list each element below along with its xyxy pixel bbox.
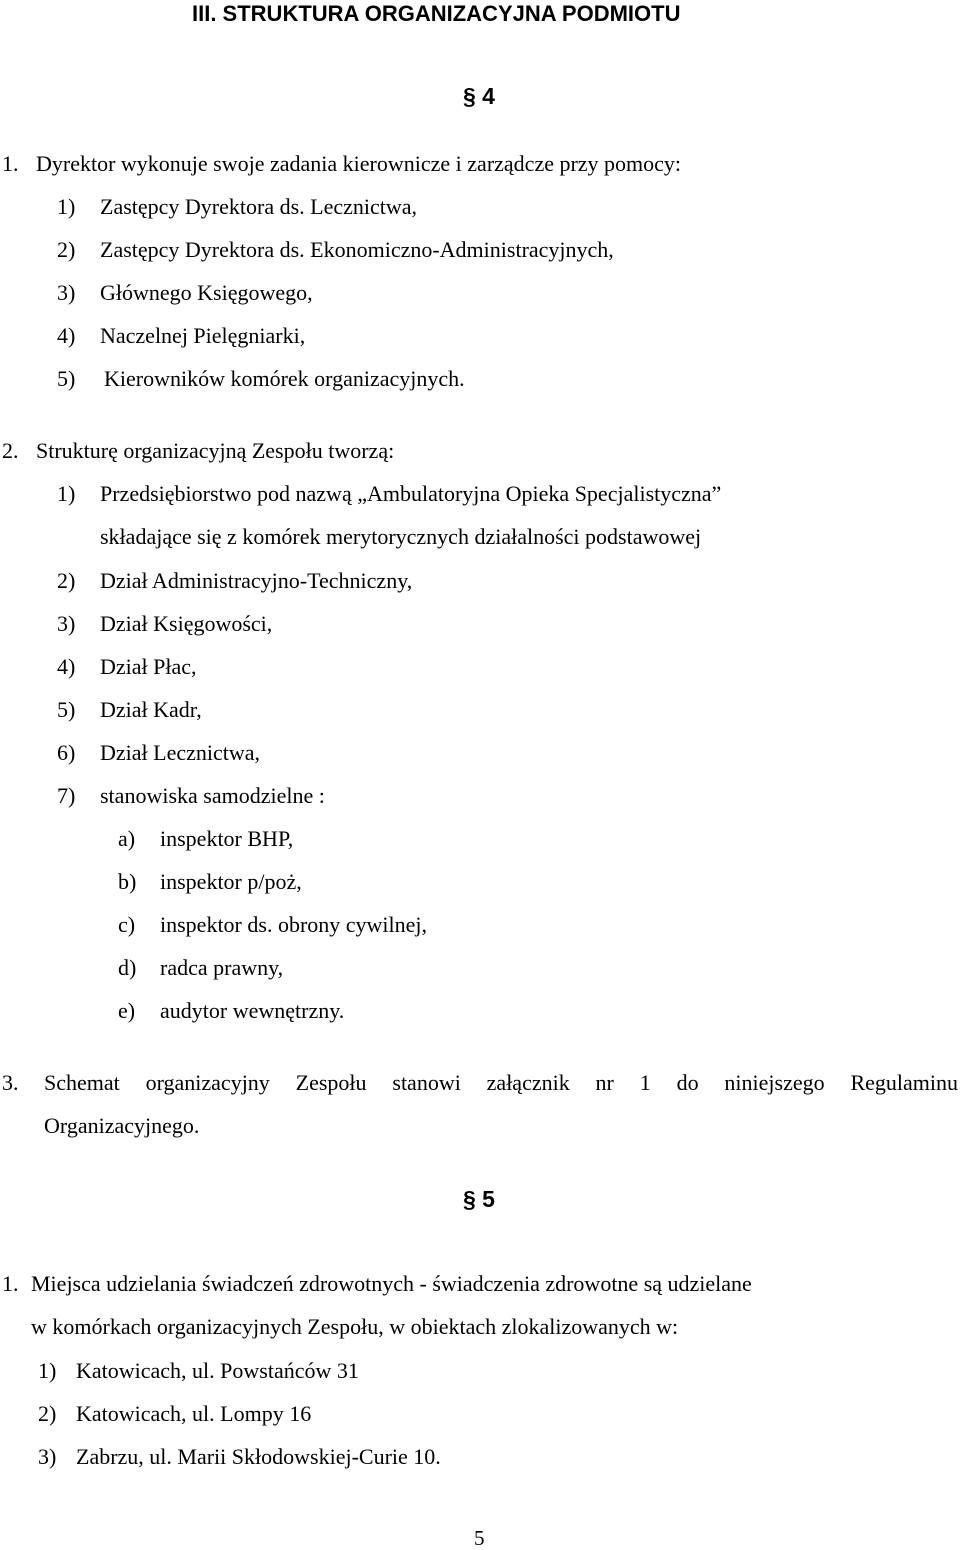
paragraph-text: Schemat organizacyjny Zespołu stanowi załącznik nr 1 do niniejszego Regulaminu	[44, 1070, 958, 1095]
list-item-number: 4)	[57, 654, 76, 679]
list-item-number: 2)	[57, 237, 76, 262]
paragraph-text: Strukturę organizacyjną Zespołu tworzą:	[36, 438, 395, 463]
paragraph-number: 1.	[2, 1271, 19, 1296]
paragraph-number: 2.	[2, 438, 19, 463]
list-item-text: Dział Księgowości,	[100, 611, 273, 636]
sub-list-item-letter: e)	[118, 998, 136, 1023]
list-item-text: Przedsiębiorstwo pod nazwą „Ambulatoryjna Opieka Specjalistyczna”	[100, 481, 722, 506]
sub-list-item-text: inspektor BHP,	[160, 826, 294, 851]
paragraph-text: w komórkach organizacyjnych Zespołu, w obiektach zlokalizowanych w:	[31, 1314, 679, 1339]
list-item-number: 3)	[38, 1444, 57, 1469]
list-item-number: 5)	[57, 697, 76, 722]
sub-list-item-letter: d)	[118, 955, 137, 980]
list-item-number: 2)	[57, 568, 76, 593]
list-item-text: Katowicach, ul. Powstańców 31	[76, 1358, 359, 1383]
sub-list-item-letter: a)	[118, 826, 136, 851]
list-item-number: 3)	[57, 611, 76, 636]
paragraph-number: 3.	[2, 1070, 19, 1095]
chapter-heading: III. STRUKTURA ORGANIZACYJNA PODMIOTU	[192, 1, 681, 26]
sub-list-item-letter: b)	[118, 869, 137, 894]
list-item-number: 1)	[57, 194, 76, 219]
list-item-text: Dział Kadr,	[100, 697, 202, 722]
sub-list-item-text: inspektor p/poż,	[160, 869, 302, 894]
list-item-number: 1)	[38, 1358, 57, 1383]
list-item-text: Zabrzu, ul. Marii Skłodowskiej-Curie 10.	[76, 1444, 441, 1469]
list-item-text: stanowiska samodzielne :	[100, 783, 325, 808]
page-number: 5	[474, 1526, 485, 1550]
paragraph-text: Organizacyjnego.	[44, 1113, 200, 1138]
list-item-text: Kierowników komórek organizacyjnych.	[104, 366, 465, 391]
list-item-number: 7)	[57, 783, 76, 808]
list-item-number: 4)	[57, 323, 76, 348]
sub-list-item-text: radca prawny,	[160, 955, 284, 980]
paragraph-number: 1.	[2, 151, 19, 176]
list-item-number: 1)	[57, 481, 76, 506]
list-item-text: Dział Administracyjno-Techniczny,	[100, 568, 413, 593]
list-item-text: Katowicach, ul. Lompy 16	[76, 1401, 312, 1426]
paragraph-text: Miejsca udzielania świadczeń zdrowotnych - świadczenia zdrowotne są udzielane	[31, 1271, 752, 1296]
sub-list-item-text: inspektor ds. obrony cywilnej,	[160, 912, 428, 937]
sub-list-item-text: audytor wewnętrzny.	[160, 998, 345, 1023]
section-mark-4: § 4	[463, 83, 495, 109]
list-item-number: 6)	[57, 740, 76, 765]
list-item-text: Głównego Księgowego,	[100, 280, 313, 305]
list-item-text: Zastępcy Dyrektora ds. Ekonomiczno-Administracyjnych,	[100, 237, 614, 262]
sub-list-item-letter: c)	[118, 912, 136, 937]
list-item-text: Dział Lecznictwa,	[100, 740, 261, 765]
list-item-text: składające się z komórek merytorycznych działalności podstawowej	[100, 524, 702, 549]
list-item-number: 2)	[38, 1401, 57, 1426]
list-item-text: Naczelnej Pielęgniarki,	[100, 323, 306, 348]
paragraph-text: Dyrektor wykonuje swoje zadania kierownicze i zarządcze przy pomocy:	[36, 151, 682, 176]
list-item-text: Dział Płac,	[100, 654, 197, 679]
section-mark-5: § 5	[463, 1186, 495, 1212]
list-item-number: 5)	[57, 366, 76, 391]
list-item-text: Zastępcy Dyrektora ds. Lecznictwa,	[100, 194, 418, 219]
list-item-number: 3)	[57, 280, 76, 305]
